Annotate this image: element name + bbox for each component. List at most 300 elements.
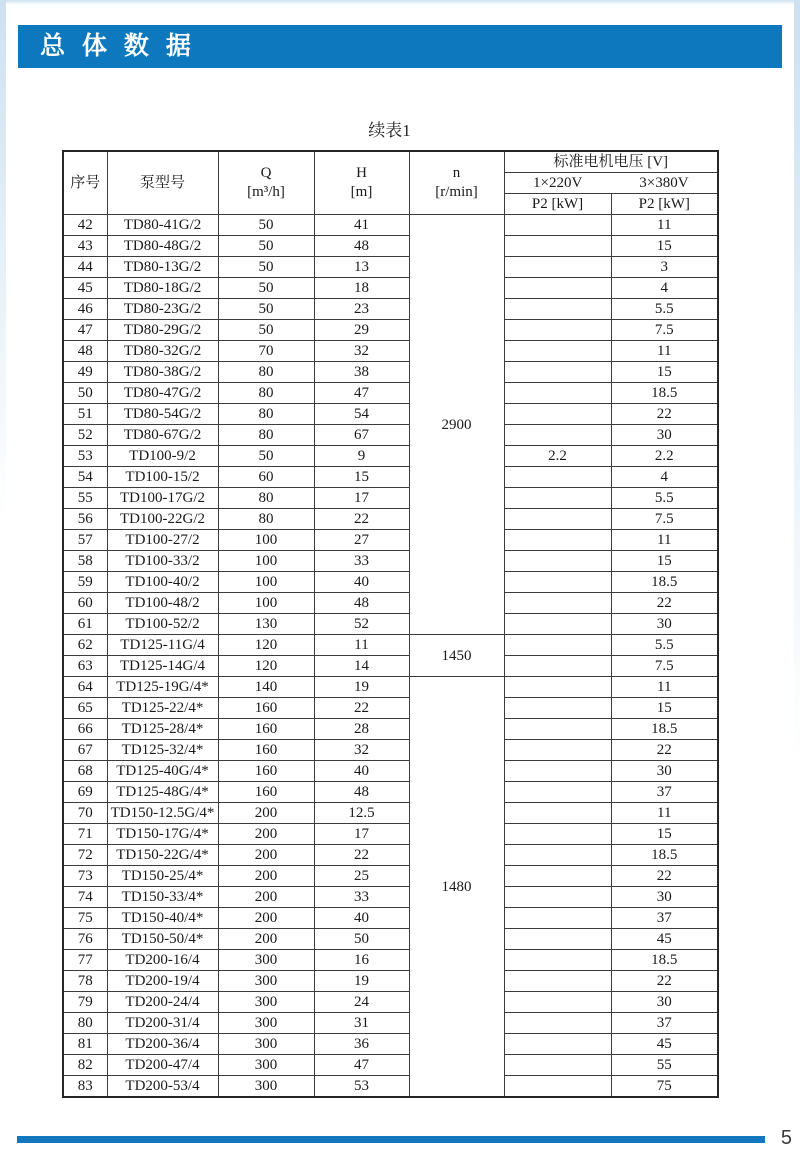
- cell-model: TD150-12.5G/4*: [107, 803, 218, 824]
- cell-p2-380v: 22: [611, 971, 718, 992]
- cell-q: 300: [218, 971, 314, 992]
- cell-h: 24: [314, 992, 409, 1013]
- cell-p2-220v: [504, 761, 611, 782]
- cell-h: 17: [314, 488, 409, 509]
- cell-no: 64: [63, 677, 107, 698]
- table-row: [63, 572, 718, 593]
- cell-n: 1480: [409, 677, 504, 1098]
- cell-no: 65: [63, 698, 107, 719]
- cell-q: 60: [218, 467, 314, 488]
- cell-p2-380v: 37: [611, 782, 718, 803]
- table-row: [63, 824, 718, 845]
- table-row: [63, 677, 718, 698]
- cell-q: 120: [218, 656, 314, 677]
- footer-rule: [17, 1136, 765, 1143]
- header-model: 泵型号: [107, 151, 218, 215]
- table-row: [63, 971, 718, 992]
- cell-p2-220v: [504, 719, 611, 740]
- cell-q: 50: [218, 257, 314, 278]
- pump-table-head: [63, 151, 718, 215]
- cell-h: 22: [314, 845, 409, 866]
- section-title: 总 体 数 据: [40, 32, 196, 60]
- page-edge-tint-top: [0, 0, 800, 5]
- section-banner: [18, 25, 782, 68]
- cell-h: 28: [314, 719, 409, 740]
- cell-model: TD100-22G/2: [107, 509, 218, 530]
- cell-p2-220v: [504, 362, 611, 383]
- page-number: 5: [780, 1127, 792, 1149]
- cell-p2-220v: [504, 887, 611, 908]
- cell-p2-380v: 22: [611, 866, 718, 887]
- cell-p2-380v: 30: [611, 614, 718, 635]
- cell-h: 67: [314, 425, 409, 446]
- cell-p2-220v: [504, 929, 611, 950]
- cell-h: 52: [314, 614, 409, 635]
- cell-model: TD150-17G/4*: [107, 824, 218, 845]
- cell-model: TD80-38G/2: [107, 362, 218, 383]
- cell-p2-380v: 7.5: [611, 656, 718, 677]
- cell-p2-220v: [504, 782, 611, 803]
- cell-p2-220v: [504, 467, 611, 488]
- cell-model: TD80-54G/2: [107, 404, 218, 425]
- table-row: [63, 1034, 718, 1055]
- header-n-unit: [r/min]: [435, 184, 478, 200]
- page-edge-tint-left: [0, 0, 6, 520]
- cell-model: TD100-40/2: [107, 572, 218, 593]
- table-row: [63, 362, 718, 383]
- cell-model: TD100-15/2: [107, 467, 218, 488]
- table-row: [63, 530, 718, 551]
- cell-p2-220v: [504, 404, 611, 425]
- cell-no: 77: [63, 950, 107, 971]
- cell-p2-220v: [504, 299, 611, 320]
- table-row: [63, 845, 718, 866]
- table-row: [63, 257, 718, 278]
- cell-p2-380v: 22: [611, 740, 718, 761]
- cell-model: TD80-13G/2: [107, 257, 218, 278]
- cell-h: 16: [314, 950, 409, 971]
- cell-no: 60: [63, 593, 107, 614]
- cell-h: 40: [314, 761, 409, 782]
- cell-h: 27: [314, 530, 409, 551]
- table-row: [63, 278, 718, 299]
- table-row: [63, 320, 718, 341]
- header-q: [218, 151, 314, 215]
- cell-model: TD200-19/4: [107, 971, 218, 992]
- cell-no: 51: [63, 404, 107, 425]
- cell-no: 55: [63, 488, 107, 509]
- table-row: [63, 299, 718, 320]
- cell-no: 44: [63, 257, 107, 278]
- cell-no: 57: [63, 530, 107, 551]
- cell-q: 160: [218, 719, 314, 740]
- table-row: [63, 992, 718, 1013]
- cell-q: 200: [218, 824, 314, 845]
- cell-no: 59: [63, 572, 107, 593]
- cell-model: TD125-19G/4*: [107, 677, 218, 698]
- cell-n: 2900: [409, 215, 504, 635]
- cell-no: 82: [63, 1055, 107, 1076]
- cell-q: 50: [218, 236, 314, 257]
- cell-p2-220v: [504, 551, 611, 572]
- cell-no: 72: [63, 845, 107, 866]
- header-h-symbol: H: [356, 165, 367, 181]
- cell-h: 50: [314, 929, 409, 950]
- cell-no: 79: [63, 992, 107, 1013]
- header-h: [314, 151, 409, 215]
- cell-q: 50: [218, 278, 314, 299]
- cell-p2-220v: [504, 614, 611, 635]
- cell-q: 200: [218, 803, 314, 824]
- cell-q: 100: [218, 530, 314, 551]
- cell-p2-220v: [504, 236, 611, 257]
- cell-p2-380v: 3: [611, 257, 718, 278]
- cell-p2-380v: 11: [611, 215, 718, 236]
- cell-model: TD80-67G/2: [107, 425, 218, 446]
- cell-model: TD80-41G/2: [107, 215, 218, 236]
- cell-model: TD100-17G/2: [107, 488, 218, 509]
- cell-h: 53: [314, 1076, 409, 1098]
- cell-p2-380v: 18.5: [611, 719, 718, 740]
- cell-h: 41: [314, 215, 409, 236]
- cell-p2-380v: 18.5: [611, 572, 718, 593]
- cell-h: 40: [314, 908, 409, 929]
- table-row: [63, 866, 718, 887]
- cell-model: TD200-47/4: [107, 1055, 218, 1076]
- cell-h: 11: [314, 635, 409, 656]
- cell-no: 81: [63, 1034, 107, 1055]
- header-n-symbol: n: [452, 165, 461, 181]
- table-row: [63, 404, 718, 425]
- cell-p2-380v: 15: [611, 551, 718, 572]
- cell-p2-380v: 5.5: [611, 488, 718, 509]
- cell-p2-380v: 55: [611, 1055, 718, 1076]
- cell-h: 13: [314, 257, 409, 278]
- table-row: [63, 950, 718, 971]
- cell-h: 48: [314, 236, 409, 257]
- cell-q: 50: [218, 320, 314, 341]
- header-q-unit: [m³/h]: [247, 184, 285, 200]
- cell-p2-220v: [504, 677, 611, 698]
- cell-q: 80: [218, 509, 314, 530]
- table-row: [63, 1013, 718, 1034]
- cell-h: 14: [314, 656, 409, 677]
- table-row: [63, 929, 718, 950]
- cell-model: TD150-22G/4*: [107, 845, 218, 866]
- table-row: [63, 908, 718, 929]
- cell-q: 50: [218, 446, 314, 467]
- cell-q: 100: [218, 593, 314, 614]
- cell-p2-380v: 15: [611, 698, 718, 719]
- cell-q: 200: [218, 845, 314, 866]
- cell-model: TD150-50/4*: [107, 929, 218, 950]
- cell-p2-380v: 4: [611, 467, 718, 488]
- cell-model: TD125-28/4*: [107, 719, 218, 740]
- cell-p2-380v: 5.5: [611, 299, 718, 320]
- cell-q: 160: [218, 761, 314, 782]
- cell-p2-380v: 11: [611, 803, 718, 824]
- table-row: [63, 215, 718, 236]
- cell-p2-380v: 22: [611, 593, 718, 614]
- table-row: [63, 803, 718, 824]
- cell-model: TD125-32/4*: [107, 740, 218, 761]
- cell-no: 56: [63, 509, 107, 530]
- cell-no: 75: [63, 908, 107, 929]
- table-row: [63, 593, 718, 614]
- cell-q: 160: [218, 740, 314, 761]
- cell-p2-220v: [504, 1013, 611, 1034]
- cell-p2-380v: 45: [611, 1034, 718, 1055]
- cell-model: TD100-33/2: [107, 551, 218, 572]
- cell-p2-220v: [504, 593, 611, 614]
- cell-h: 22: [314, 509, 409, 530]
- cell-p2-220v: [504, 740, 611, 761]
- cell-p2-220v: [504, 824, 611, 845]
- cell-p2-220v: [504, 530, 611, 551]
- cell-h: 33: [314, 551, 409, 572]
- cell-p2-380v: 30: [611, 992, 718, 1013]
- cell-no: 78: [63, 971, 107, 992]
- cell-no: 76: [63, 929, 107, 950]
- cell-model: TD80-23G/2: [107, 299, 218, 320]
- cell-h: 12.5: [314, 803, 409, 824]
- cell-p2-220v: [504, 803, 611, 824]
- cell-p2-380v: 15: [611, 824, 718, 845]
- cell-model: TD200-36/4: [107, 1034, 218, 1055]
- cell-q: 70: [218, 341, 314, 362]
- cell-model: TD80-32G/2: [107, 341, 218, 362]
- header-voltage-3x380: 3×380V: [639, 175, 689, 191]
- cell-p2-220v: [504, 866, 611, 887]
- cell-model: TD200-53/4: [107, 1076, 218, 1098]
- cell-q: 300: [218, 1076, 314, 1098]
- cell-q: 300: [218, 950, 314, 971]
- table-row: [63, 236, 718, 257]
- cell-p2-220v: [504, 908, 611, 929]
- cell-no: 48: [63, 341, 107, 362]
- cell-p2-380v: 2.2: [611, 446, 718, 467]
- cell-no: 63: [63, 656, 107, 677]
- cell-p2-220v: [504, 488, 611, 509]
- cell-model: TD125-40G/4*: [107, 761, 218, 782]
- cell-h: 47: [314, 1055, 409, 1076]
- table-row: [63, 1055, 718, 1076]
- cell-h: 22: [314, 698, 409, 719]
- header-p2-220v: P2 [kW]: [504, 194, 611, 215]
- cell-model: TD80-29G/2: [107, 320, 218, 341]
- cell-q: 100: [218, 572, 314, 593]
- cell-p2-380v: 7.5: [611, 509, 718, 530]
- pump-table: [62, 150, 719, 1098]
- cell-model: TD150-33/4*: [107, 887, 218, 908]
- cell-p2-220v: [504, 278, 611, 299]
- cell-no: 61: [63, 614, 107, 635]
- page-edge-tint-right: [794, 0, 800, 760]
- cell-model: TD100-52/2: [107, 614, 218, 635]
- cell-p2-380v: 18.5: [611, 950, 718, 971]
- cell-p2-220v: [504, 215, 611, 236]
- cell-q: 140: [218, 677, 314, 698]
- cell-no: 70: [63, 803, 107, 824]
- cell-no: 74: [63, 887, 107, 908]
- cell-h: 40: [314, 572, 409, 593]
- cell-p2-380v: 18.5: [611, 845, 718, 866]
- table-row: [63, 614, 718, 635]
- cell-p2-220v: [504, 992, 611, 1013]
- cell-p2-380v: 37: [611, 908, 718, 929]
- cell-h: 25: [314, 866, 409, 887]
- table-row: [63, 887, 718, 908]
- cell-q: 200: [218, 887, 314, 908]
- table-row: [63, 719, 718, 740]
- table-row: [63, 740, 718, 761]
- header-voltage-title: 标准电机电压 [V]: [504, 151, 718, 173]
- cell-p2-380v: 30: [611, 761, 718, 782]
- cell-model: TD125-11G/4: [107, 635, 218, 656]
- table-row: [63, 383, 718, 404]
- cell-no: 80: [63, 1013, 107, 1034]
- cell-q: 300: [218, 1034, 314, 1055]
- cell-h: 23: [314, 299, 409, 320]
- cell-q: 300: [218, 992, 314, 1013]
- cell-p2-380v: 45: [611, 929, 718, 950]
- cell-p2-380v: 22: [611, 404, 718, 425]
- cell-q: 80: [218, 404, 314, 425]
- cell-model: TD125-48G/4*: [107, 782, 218, 803]
- cell-p2-220v: [504, 1034, 611, 1055]
- table-row: [63, 467, 718, 488]
- cell-h: 19: [314, 677, 409, 698]
- cell-no: 42: [63, 215, 107, 236]
- table-row: [63, 782, 718, 803]
- cell-p2-220v: [504, 509, 611, 530]
- cell-no: 46: [63, 299, 107, 320]
- cell-q: 200: [218, 866, 314, 887]
- cell-p2-380v: 11: [611, 530, 718, 551]
- cell-h: 33: [314, 887, 409, 908]
- cell-h: 9: [314, 446, 409, 467]
- cell-model: TD100-9/2: [107, 446, 218, 467]
- cell-p2-220v: [504, 1055, 611, 1076]
- cell-model: TD100-48/2: [107, 593, 218, 614]
- cell-no: 83: [63, 1076, 107, 1098]
- cell-model: TD125-14G/4: [107, 656, 218, 677]
- cell-h: 38: [314, 362, 409, 383]
- cell-p2-220v: [504, 656, 611, 677]
- cell-model: TD200-16/4: [107, 950, 218, 971]
- cell-q: 120: [218, 635, 314, 656]
- cell-p2-380v: 4: [611, 278, 718, 299]
- cell-no: 68: [63, 761, 107, 782]
- table-row: [63, 1076, 718, 1098]
- table-row: [63, 635, 718, 656]
- cell-h: 15: [314, 467, 409, 488]
- voltage-split: [505, 173, 718, 193]
- table-row: [63, 341, 718, 362]
- cell-no: 62: [63, 635, 107, 656]
- header-q-symbol: Q: [260, 165, 272, 181]
- cell-p2-220v: [504, 383, 611, 404]
- cell-model: TD100-27/2: [107, 530, 218, 551]
- cell-h: 32: [314, 740, 409, 761]
- cell-no: 47: [63, 320, 107, 341]
- cell-p2-220v: [504, 971, 611, 992]
- cell-h: 36: [314, 1034, 409, 1055]
- cell-p2-220v: [504, 698, 611, 719]
- cell-q: 130: [218, 614, 314, 635]
- table-row: [63, 425, 718, 446]
- cell-model: TD125-22/4*: [107, 698, 218, 719]
- cell-h: 31: [314, 1013, 409, 1034]
- table-row: [63, 509, 718, 530]
- table-row: [63, 698, 718, 719]
- cell-model: TD80-18G/2: [107, 278, 218, 299]
- header-voltage-options: [504, 173, 718, 194]
- cell-p2-380v: 18.5: [611, 383, 718, 404]
- cell-q: 80: [218, 488, 314, 509]
- cell-no: 50: [63, 383, 107, 404]
- header-p2-380v: P2 [kW]: [611, 194, 718, 215]
- cell-no: 58: [63, 551, 107, 572]
- cell-q: 50: [218, 299, 314, 320]
- cell-q: 80: [218, 383, 314, 404]
- cell-model: TD150-40/4*: [107, 908, 218, 929]
- cell-h: 18: [314, 278, 409, 299]
- cell-h: 47: [314, 383, 409, 404]
- cell-model: TD200-31/4: [107, 1013, 218, 1034]
- cell-p2-380v: 11: [611, 677, 718, 698]
- cell-p2-220v: [504, 425, 611, 446]
- cell-p2-220v: [504, 1076, 611, 1098]
- cell-h: 32: [314, 341, 409, 362]
- table-row: [63, 446, 718, 467]
- cell-q: 80: [218, 425, 314, 446]
- cell-p2-220v: [504, 950, 611, 971]
- cell-n: 1450: [409, 635, 504, 677]
- cell-h: 29: [314, 320, 409, 341]
- cell-no: 69: [63, 782, 107, 803]
- cell-model: TD150-25/4*: [107, 866, 218, 887]
- cell-no: 53: [63, 446, 107, 467]
- cell-p2-380v: 15: [611, 236, 718, 257]
- cell-q: 200: [218, 929, 314, 950]
- cell-q: 100: [218, 551, 314, 572]
- cell-q: 160: [218, 782, 314, 803]
- table-caption: 续表1: [368, 121, 411, 140]
- cell-h: 48: [314, 782, 409, 803]
- cell-p2-220v: [504, 341, 611, 362]
- cell-h: 54: [314, 404, 409, 425]
- cell-h: 17: [314, 824, 409, 845]
- table-row: [63, 551, 718, 572]
- cell-p2-380v: 30: [611, 425, 718, 446]
- cell-no: 43: [63, 236, 107, 257]
- cell-no: 67: [63, 740, 107, 761]
- cell-q: 80: [218, 362, 314, 383]
- table-row: [63, 488, 718, 509]
- cell-p2-380v: 7.5: [611, 320, 718, 341]
- cell-q: 300: [218, 1013, 314, 1034]
- cell-p2-220v: [504, 257, 611, 278]
- cell-no: 52: [63, 425, 107, 446]
- cell-q: 160: [218, 698, 314, 719]
- header-voltage-1x220: 1×220V: [532, 175, 583, 191]
- cell-p2-220v: [504, 845, 611, 866]
- table-row: [63, 761, 718, 782]
- cell-model: TD80-48G/2: [107, 236, 218, 257]
- cell-p2-220v: [504, 635, 611, 656]
- cell-no: 71: [63, 824, 107, 845]
